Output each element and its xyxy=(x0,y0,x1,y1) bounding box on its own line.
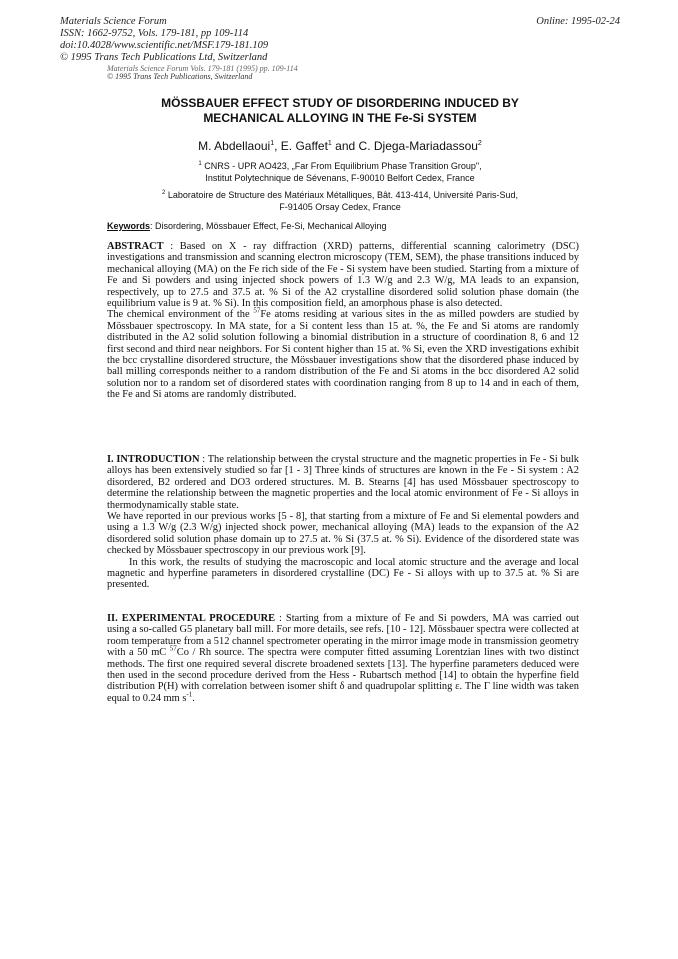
experimental-heading: II. EXPERIMENTAL PROCEDURE xyxy=(107,613,276,624)
author-1: M. Abdellaoui xyxy=(198,139,271,153)
stamp-garbled-line: Materials Science Forum Vols. 179-181 (1995) pp. 109-114 xyxy=(107,64,298,73)
introduction-heading: I. INTRODUCTION xyxy=(107,454,200,465)
stamp-copyright: © 1995 Trans Tech Publications, Switzerland xyxy=(107,72,253,81)
author-1-affil: 1 xyxy=(270,140,275,147)
affiliation-1: $^1$ CNRS - UPR AO423, „Far From Equilibrium Phase Transition Group", Institut Polytechnique de Sévenans, F-90010 Belfort Cedex, France xyxy=(198,161,482,183)
introduction-section: I. INTRODUCTION : The relationship between the crystal structure and the magnetic properties in Fe - Si bulk alloys has been extensively studied so far [1 - 3] Three kinds of structures are known in the Fe - Si system : A2 disordered, B2 ordered and DO3 ordered structures. M. B. Stearns [4] has used Mössbauer spectroscopy to determine the relationship between the magnetic properties and the local atomic environment of Fe - Si alloys in thermodynamically stable state. We have reported in our previous works [5 - 8], that starting from a mixture of Fe and Si elemental powders and using a 1.3 W/g (2.3 W/g) injected shock power, mechanical alloying (MA) leads to the expansion of the A2 disordered solid solution phase domain up to 27.5 at. % Si (37.5 at. % Si). Evidence of the disordered state was checked by Mössbauer spectroscopy in our previous work [9]. In this work, the results of studying the macroscopic and local atomic structure and the average and local magnetic and hyperfine parameters in disordered crystalline (DC) Fe - Si alloys with up to 37.5 at. % Si are presented. xyxy=(107,454,579,591)
citation-header xyxy=(60,16,268,64)
keywords xyxy=(107,221,386,231)
author-3-affil: 2 xyxy=(477,140,482,147)
author-3: C. Djega-Mariadassou xyxy=(358,139,478,153)
title-line-2: MECHANICAL ALLOYING IN THE Fe-Si SYSTEM xyxy=(203,111,477,125)
author-2: E. Gaffet xyxy=(280,139,328,153)
author-list: M. Abdellaoui$^1$, E. Gaffet$^1$ and C. Djega-Mariadassou$^2$ xyxy=(198,139,482,153)
affiliation-2: $^2$ Laboratoire de Structure des Matériaux Métalliques, Bât. 413-414, Université Paris-Sud, F-91405 Orsay Cedex, France xyxy=(161,190,519,212)
journal-name: Materials Science Forum xyxy=(60,16,167,27)
doi-link[interactable]: doi:10.4028/www.scientific.net/MSF.179-181.109 xyxy=(60,40,269,51)
print-stamp xyxy=(107,64,298,81)
experimental-section: II. EXPERIMENTAL PROCEDURE : Starting from a mixture of Fe and Si powders, MA was carried out using a so-called G5 planetary ball mill. For more details, see refs. [10 - 12]. Mössbauer spectra were collected at room temperature from a 512 channel spectrometer operating in the mirror image mode in transmission geometry with a 50 mC $^{57}$Co / Rh source. The spectra were computer fitted assuming Lorentzian lines with two distinct methods. The first one required several discrete broadened sextets [13]. The hyperfine parameters deduced were then used in the second procedure derived from the Hess - Rubartsch method [14] to obtain the hyperfine field distribution P(H) with correlation between isomer shift δ and quadrupolar splitting ε. The Γ line width was taken equal to 0.24 mm $s^{-1}$. xyxy=(107,613,579,704)
title-line-1: MÖSSBAUER EFFECT STUDY OF DISORDERING INDUCED BY xyxy=(161,96,519,110)
paper-title xyxy=(80,96,600,126)
online-date: Online: 1995-02-24 xyxy=(536,16,620,27)
copyright-line: © 1995 Trans Tech Publications Ltd, Switzerland xyxy=(60,52,268,63)
keywords-label: Keywords xyxy=(107,221,151,231)
author-2-affil: 1 xyxy=(327,140,332,147)
keywords-text: : Disordering, Mössbauer Effect, Fe-Si, Mechanical Alloying xyxy=(150,221,387,231)
abstract-heading: ABSTRACT xyxy=(107,241,164,252)
abstract-section: ABSTRACT : Based on X - ray diffraction (XRD) patterns, differential scanning calorimetry (DSC) investigations and transmission and scanning electron microscopy (TEM, SEM), the phase transitions induced by mechanical alloying (MA) on the Fe rich side of the Fe - Si system have been studied. Starting from a mixture of Fe and Si powders and using injected shock powers of 1.3 W/g and 2.3 W/g, MA leads to an expansion, respectively, up to 27.5 and 37.5 at. % Si of the A2 crystalline disordered solid solution phase domain (the equilibrium value is 9 at. % Si). In this composition field, an amorphous phase is also detected. The chemical environment of the $^{57}$Fe atoms residing at various sites in the as milled powders are studied by Mössbauer spectroscopy. In MA state, for a Si content less than 15 at. %, the Fe and Si atoms are randomly distributed in the A2 solid solution following a binomial distribution in a structure of coordination 8, 6 and 12 first second and third near neighbors. For Si content higher than 15 at. % Si, even the XRD investigations exhibit the bcc crystalline disordered structure, the Mössbauer investigations show that the disordered phase induced by ball milling corresponds neither to a random distribution of the Fe and Si atoms in the bcc disordered A2 solid solution nor to a random set of disordered states with coordination ranging from 8 up to 14 and in each of them, the Fe and Si atoms are randomly distributed. xyxy=(107,241,580,401)
issn-line: ISSN: 1662-9752, Vols. 179-181, pp 109-114 xyxy=(60,28,249,39)
